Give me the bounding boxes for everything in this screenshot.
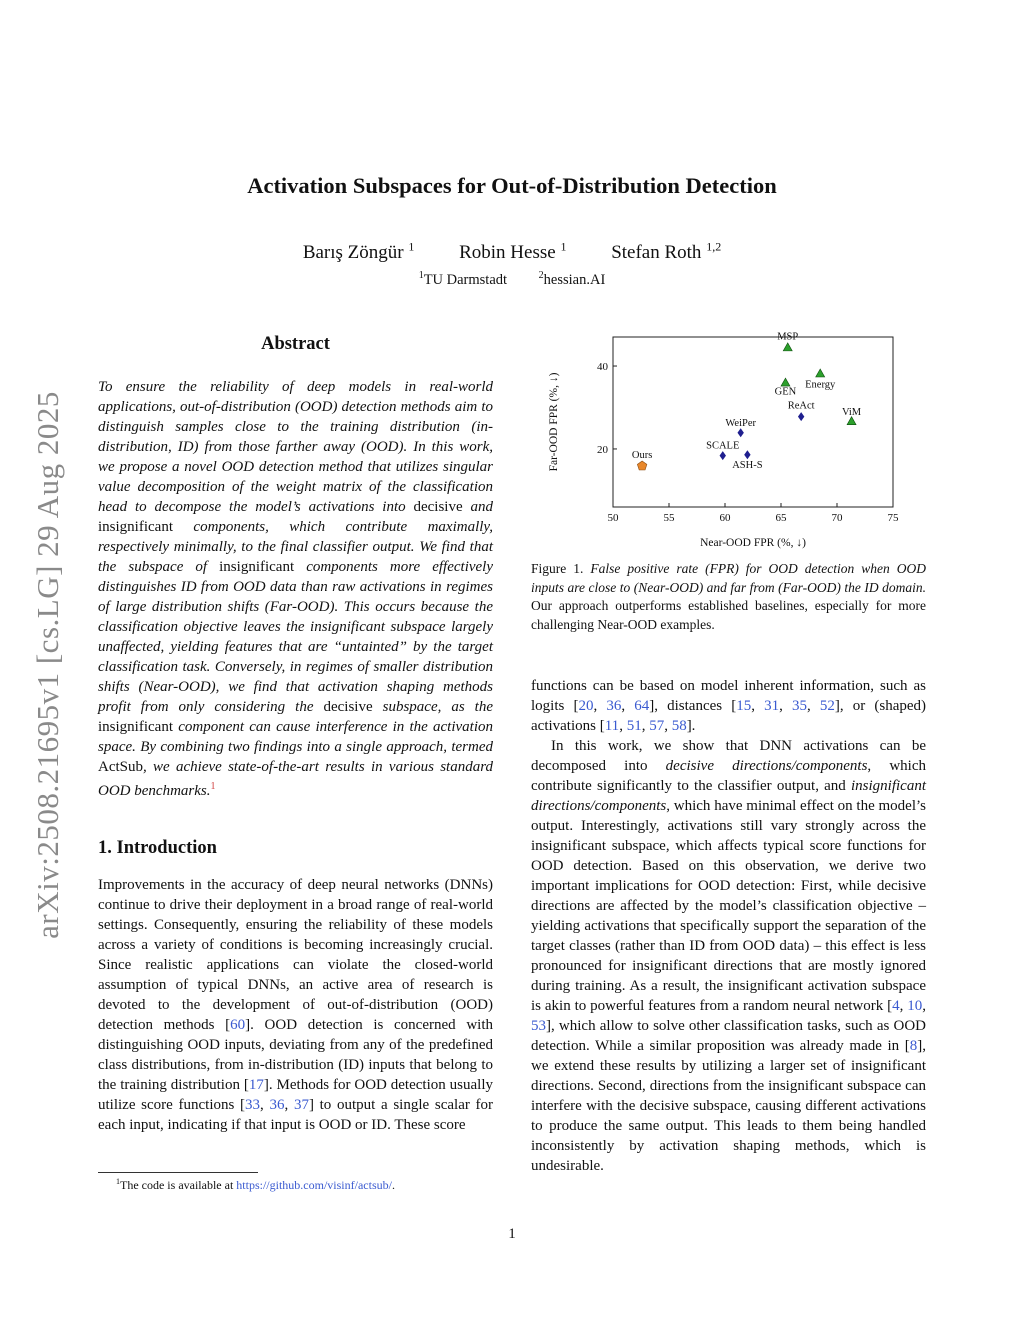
paper-title: Activation Subspaces for Out-of-Distribution Detection xyxy=(247,173,777,198)
footnote-divider xyxy=(98,1172,258,1173)
x-tick-label: 65 xyxy=(775,512,787,524)
point-gen xyxy=(781,378,790,386)
figure-1 xyxy=(545,332,925,554)
citation-link[interactable]: 57 xyxy=(649,718,665,734)
citation-link[interactable]: 64 xyxy=(634,698,650,714)
point-ours xyxy=(637,461,647,470)
citation-link[interactable]: 33 xyxy=(245,1097,261,1113)
citation-link[interactable]: 4 xyxy=(892,998,900,1014)
point-label-gen: GEN xyxy=(774,386,797,398)
x-tick-label: 60 xyxy=(719,512,731,524)
page-number: 1 xyxy=(508,1226,516,1242)
point-label-ours: Ours xyxy=(631,449,653,461)
author-1: Barış Zöngür $^1$ xyxy=(302,240,415,264)
x-tick-label: 70 xyxy=(831,512,843,524)
affiliation-2: $^2$hessian.AI xyxy=(538,270,606,288)
x-axis-label: Near-OOD FPR (%, ↓) xyxy=(700,537,806,549)
x-tick-label: 75 xyxy=(887,512,899,524)
citation-link[interactable]: 11 xyxy=(604,718,620,734)
point-label-scale: SCALE xyxy=(706,440,740,452)
y-axis-label: Far-OOD FPR (%, ↓) xyxy=(548,372,560,472)
citation-link[interactable]: 36 xyxy=(269,1097,285,1113)
intro-paragraph-continued: functions can be based on model inherent information, such as logits [20, 36, 64], distances [15, 31, 35, 52], or (shaped) activations [11, 51, 57, 58]. xyxy=(531,678,927,734)
citation-link[interactable]: 20 xyxy=(578,698,594,714)
citation-link[interactable]: 31 xyxy=(764,698,780,714)
code-link[interactable]: https://github.com/visinf/actsub/ xyxy=(236,1178,392,1192)
left-column xyxy=(98,334,493,1135)
abstract-heading: Abstract xyxy=(261,334,330,354)
citation-link[interactable]: 8 xyxy=(909,1038,918,1054)
author-2: Robin Hesse $^1$ xyxy=(459,240,567,264)
footnote: $^1$The code is available at https://github.com/visinf/actsub/. xyxy=(116,1177,395,1192)
right-column xyxy=(531,676,926,1176)
citation-link[interactable]: 53 xyxy=(531,1018,546,1034)
point-label-ash-s: ASH-S xyxy=(732,459,763,471)
citation-link[interactable]: 17 xyxy=(248,1077,264,1093)
citation-link[interactable]: 58 xyxy=(671,718,687,734)
x-tick-label: 55 xyxy=(663,512,675,524)
affiliation-list xyxy=(0,270,1024,289)
x-tick-label: 50 xyxy=(607,512,619,524)
point-energy xyxy=(816,369,825,377)
affiliation-1: $^1$TU Darmstadt xyxy=(418,270,508,288)
citation-link[interactable]: 10 xyxy=(907,998,923,1014)
point-react xyxy=(798,412,804,421)
abstract-text: To ensure the reliability of deep models in real-world applications, out-of-distribution (OOD) detection methods aim to distinguish samples close to the training distribution (in-distribution, ID) from those farther away (OOD). In this work, we propose a novel OOD detection method that utilizes singular value decomposition of the weight matrix of the classification head to decompose the model’s activations into decisive and insignificant components, which contribute maximally, respectively minimally, to the final classifier output. We find that the subspace of insignificant components more effectively distinguishes ID from OOD data than raw activations in regimes of large distribution shifts (Far-OOD). This occurs because the classification objective leaves the insignificant subspace largely unaffected, yielding features that are “untainted” by the target classification task. Conversely, in regimes of smaller distribution shifts (Near-OOD), we find that activation shaping methods profit from only considering the decisive subspace, as the insignificant component can cause interference in the activation space. By combining two findings into a single approach, termed ActSub, we achieve state-of-the-art results in various standard OOD benchmarks.$^1$ xyxy=(98,379,494,799)
citation-link[interactable]: 35 xyxy=(792,698,808,714)
point-msp xyxy=(783,343,792,351)
introduction-text: Improvements in the accuracy of deep neural networks (DNNs) continue to drive their deployment in a broad range of real-world settings. Consequently, ensuring the reliability of these models across a variety of conditions is becoming increasingly crucial. Since realistic applications can violate the closed-world assumption of typical DNNs, an active area of research is devoted to the development of out-of-distribution (OOD) detection methods [60]. OOD detection is concerned with distinguishing OOD inputs, deviating from any of the predefined class distributions, from in-distribution (ID) inputs that belong to the training distribution [17]. Methods for OOD detection usually utilize score functions [33, 36, 37] to output a single scalar for each input, indicating if that input is OOD or ID. These score xyxy=(98,877,494,1133)
citation-link[interactable]: 37 xyxy=(293,1097,309,1113)
point-label-weiper: WeiPer xyxy=(725,417,757,429)
point-label-vim: ViM xyxy=(841,407,862,419)
point-weiper xyxy=(737,428,743,437)
point-ash-s xyxy=(744,450,750,459)
abstract-footnote-mark[interactable]: 1 xyxy=(210,781,216,792)
author-list xyxy=(0,240,1024,264)
citation-link[interactable]: 36 xyxy=(606,698,622,714)
author-3: Stefan Roth $^{1,2}$ xyxy=(611,240,722,264)
arxiv-sidebar xyxy=(28,370,68,960)
y-tick-label: 40 xyxy=(597,361,608,374)
citation-link[interactable]: 60 xyxy=(230,1017,246,1033)
figure-caption: Figure 1. False positive rate (FPR) for OOD detection when OOD inputs are close to (Near-OOD) and far from (Far-OOD) the ID domain. Our approach outperforms established baselines, especially for more challenging Near-OOD examples. xyxy=(531,561,927,632)
citation-link[interactable]: 15 xyxy=(736,698,752,714)
point-scale xyxy=(720,451,726,460)
point-label-msp: MSP xyxy=(777,332,799,343)
citation-link[interactable]: 52 xyxy=(819,698,835,714)
arxiv-id-label: arXiv:2508.21695v1 [cs.LG] 29 Aug 2025 xyxy=(30,391,66,939)
y-tick-label: 20 xyxy=(597,443,608,456)
intro-paragraph-2: In this work, we show that DNN activations can be decomposed into decisive directions/components, which contribute significantly to the classifier output, and insignificant directions/components, which have minimal effect on the model’s output. Interestingly, activations still vary strongly across the insignificant subspace, which affects typical score functions for OOD detection. Based on this observation, we derive two important implications for OOD detection: First, while decisive directions are affected by the model’s classification objective – yielding activations that specifically support the separation of the target classes (rather than ID from OOD data) – this effect is less pronounced for insignificant directions that are mostly ignored during training. As a result, the insignificant activation subspace is akin to powerful features from a random neural network [4, 10, 53], which allow to solve other classification tasks, such as OOD detection. While a similar proposition was already made in [8], we extend these results by utilizing a larger set of insignificant directions. Second, directions from the insignificant subspace can interfere with the decisive subspace, causing different activations to produce the same output. This leads to them being handled inconsistently by activation shaping methods, which is undesirable. xyxy=(531,738,926,1174)
point-label-react: ReAct xyxy=(787,400,815,412)
citation-link[interactable]: 51 xyxy=(626,718,642,734)
point-label-energy: Energy xyxy=(805,379,836,391)
fpr-scatter-chart xyxy=(545,332,925,554)
introduction-heading: 1. Introduction xyxy=(98,838,217,858)
